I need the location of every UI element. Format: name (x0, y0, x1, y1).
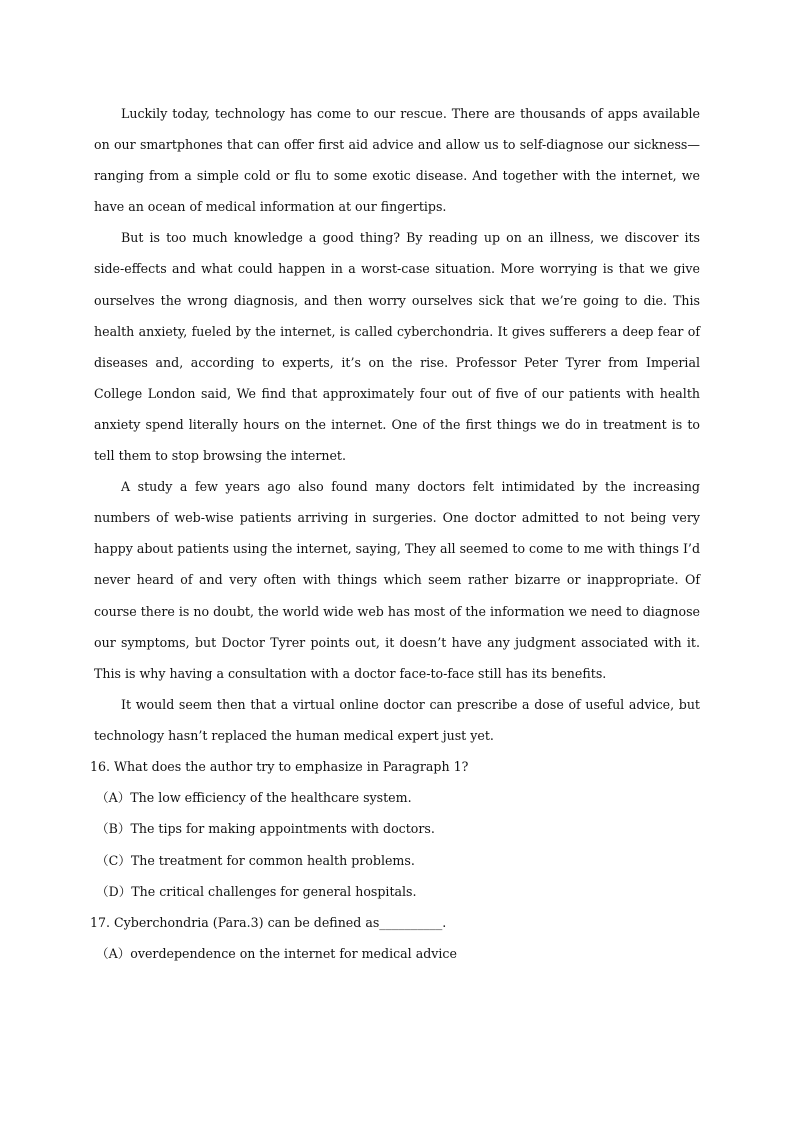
paragraph-1: Luckily today, technology has come to our rescue. There are thousands of apps available on our smartphones that can offer first aid advice and allow us to self-diagnose our sickness—ranging from a simple cold or flu to some exotic disease. And together with the internet, we have an ocean of medical information at our fingertips. (94, 106, 700, 215)
answer-option: （B）The tips for making appointments with doctors. (96, 821, 435, 837)
question-stem: 17. Cyberchondria (Para.3) can be defined as__________. (90, 914, 447, 930)
question-17 (90, 907, 700, 969)
answer-option: （A）The low efficiency of the healthcare system. (96, 790, 412, 806)
question-stem: 16. What does the author try to emphasize in Paragraph 1? (90, 758, 469, 774)
question-16 (90, 751, 700, 907)
answer-option: （D）The critical challenges for general hospitals. (96, 883, 417, 899)
answer-option: （C）The treatment for common health problems. (96, 852, 415, 868)
paragraph-2: But is too much knowledge a good thing? By reading up on an illness, we discover its side-effects and what could happen in a worst-case situation. More worrying is that we give ourselves the wrong diagnosis, and then worry ourselves sick that we’re going to die. This health anxiety, fueled by the internet, is called cyberchondria. It gives sufferers a deep fear of diseases and, according to experts, it’s on the rise. Professor Peter Tyrer from Imperial College London said, We find that approximately four out of five of our patients with health anxiety spend literally hours on the internet. One of the first things we do in treatment is to tell them to stop browsing the internet. (94, 230, 700, 464)
paragraph-4: It would seem then that a virtual online doctor can prescribe a dose of useful advice, but technology hasn’t replaced the human medical expert just yet. (94, 696, 700, 743)
document-page (90, 98, 701, 969)
paragraph-3: A study a few years ago also found many doctors felt intimidated by the increasing numbers of web-wise patients arriving in surgeries. One doctor admitted to not being very happy about patients using the internet, saying, They all seemed to come to me with things I’d never heard of and very often with things which seem rather bizarre or inappropriate. Of course there is no doubt, the world wide web has most of the information we need to diagnose our symptoms, but Doctor Tyrer points out, it doesn’t have any judgment associated with it. This is why having a consultation with a doctor face-to-face still has its benefits. (94, 479, 701, 681)
answer-option: （A）overdependence on the internet for medical advice (96, 946, 457, 962)
